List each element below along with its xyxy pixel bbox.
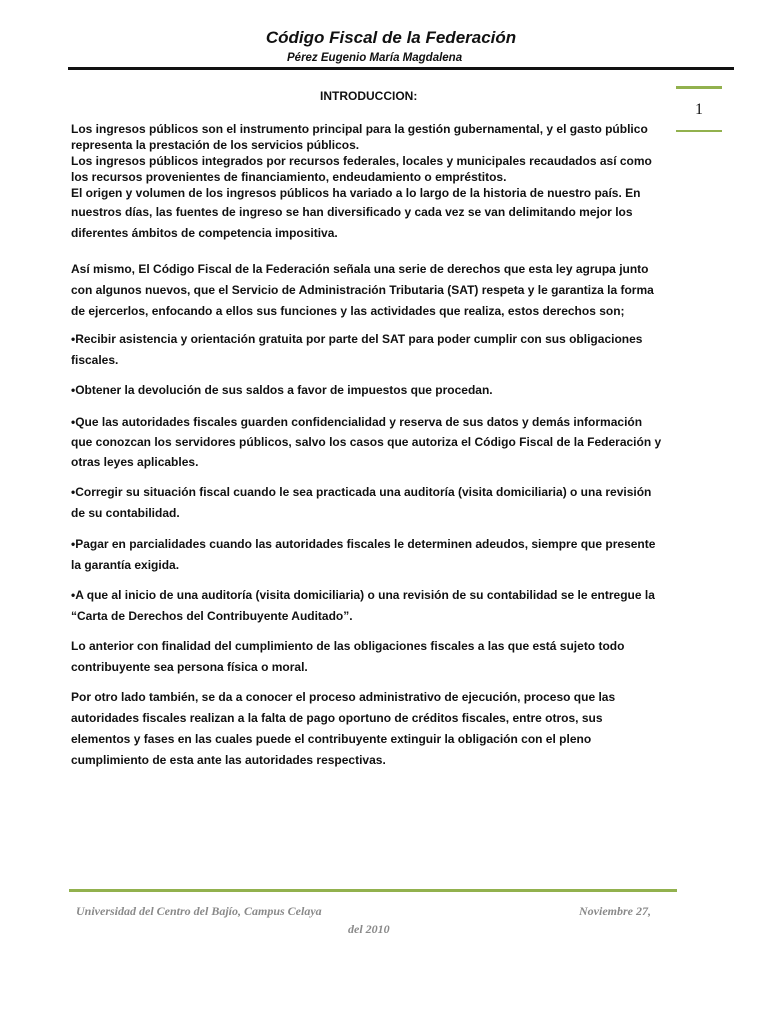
paragraph-line: fiscales. xyxy=(71,353,119,367)
paragraph-line: •Corregir su situación fiscal cuando le sea practicada una auditoría (visita domiciliaria) o una revisión xyxy=(71,485,652,499)
paragraph-line: Lo anterior con finalidad del cumplimiento de las obligaciones fiscales a las que está sujeto todo xyxy=(71,639,625,653)
page-number-bottom-rule xyxy=(676,130,722,132)
page-number-box xyxy=(676,86,722,132)
paragraph-line: la garantía exigida. xyxy=(71,558,180,572)
body-paragraph xyxy=(71,636,677,678)
paragraph-line: “Carta de Derechos del Contribuyente Auditado”. xyxy=(71,609,353,623)
paragraph-line: •Que las autoridades fiscales guarden confidencialidad y reserva de sus datos y demás información xyxy=(71,415,643,429)
body-paragraph xyxy=(71,412,677,472)
header-divider xyxy=(68,67,734,70)
paragraph-line: •Pagar en parcialidades cuando las autoridades fiscales le determinen adeudos, siempre que presente xyxy=(71,537,656,551)
paragraph-line: con algunos nuevos, que el Servicio de Administración Tributaria (SAT) respeta y le garantiza la forma xyxy=(71,283,654,297)
paragraph-line: cumplimiento de esta ante las autoridades respectivas. xyxy=(71,753,386,767)
paragraph-line: Los ingresos públicos integrados por recursos federales, locales y municipales recaudados así como xyxy=(71,154,652,168)
paragraph-line: diferentes ámbitos de competencia impositiva. xyxy=(71,226,338,240)
body-paragraph xyxy=(71,329,677,371)
paragraph-line: que conozcan los servidores públicos, salvo los casos que autoriza el Código Fiscal de la Federación y xyxy=(71,435,662,449)
body-paragraph xyxy=(71,259,677,322)
paragraph-line: contribuyente sea persona física o moral. xyxy=(71,660,308,674)
body-paragraph xyxy=(71,121,677,244)
paragraph-line: •A que al inicio de una auditoría (visita domiciliaria) o una revisión de su contabilidad se le entregue la xyxy=(71,588,655,602)
document-title: Código Fiscal de la Federación xyxy=(265,28,517,47)
paragraph-line: representa la prestación de los servicios públicos. xyxy=(71,138,360,152)
footer-date-year: del 2010 xyxy=(348,922,390,936)
paragraph-line: •Recibir asistencia y orientación gratuita por parte del SAT para poder cumplir con sus obligaciones xyxy=(71,332,643,346)
paragraph-line: •Obtener la devolución de sus saldos a favor de impuestos que procedan. xyxy=(71,383,493,397)
paragraph-line: autoridades fiscales realizan a la falta de pago oportuno de créditos fiscales, entre otros, sus xyxy=(71,711,603,725)
paragraph-line: El origen y volumen de los ingresos públicos ha variado a lo largo de la historia de nuestro país. En xyxy=(71,186,641,200)
footer-divider xyxy=(69,889,677,892)
paragraph-line: otras leyes aplicables. xyxy=(71,455,199,469)
body-paragraph xyxy=(71,687,677,771)
body-paragraph xyxy=(71,380,677,401)
section-heading: INTRODUCCION: xyxy=(320,89,418,103)
paragraph-line: nuestros días, las fuentes de ingreso se han diversificado y cada vez se van delimitando mejor los xyxy=(71,205,633,219)
footer-date: Noviembre 27, xyxy=(579,904,651,918)
page-number-top-rule xyxy=(676,86,722,89)
paragraph-line: Así mismo, El Código Fiscal de la Federación señala una serie de derechos que esta ley agrupa junto xyxy=(71,262,649,276)
paragraph-line: de ejercerlos, enfocando a ellos sus funciones y las actividades que realiza, estos derechos son; xyxy=(71,304,625,318)
body-paragraph xyxy=(71,534,677,576)
paragraph-line: de su contabilidad. xyxy=(71,506,180,520)
paragraph-line: Los ingresos públicos son el instrumento principal para la gestión gubernamental, y el gasto público xyxy=(71,122,648,136)
paragraph-line: Por otro lado también, se da a conocer el proceso administrativo de ejecución, proceso que las xyxy=(71,690,616,704)
paragraph-line: elementos y fases en las cuales puede el contribuyente extinguir la obligación con el pleno xyxy=(71,732,592,746)
paragraph-line: los recursos provenientes de financiamiento, endeudamiento o empréstitos. xyxy=(71,170,507,184)
page-number: 1 xyxy=(695,101,703,118)
body-paragraph xyxy=(71,482,677,524)
body-paragraph xyxy=(71,585,677,627)
footer-institution: Universidad del Centro del Bajío, Campus Celaya xyxy=(76,904,322,918)
document-author: Pérez Eugenio María Magdalena xyxy=(287,52,463,64)
